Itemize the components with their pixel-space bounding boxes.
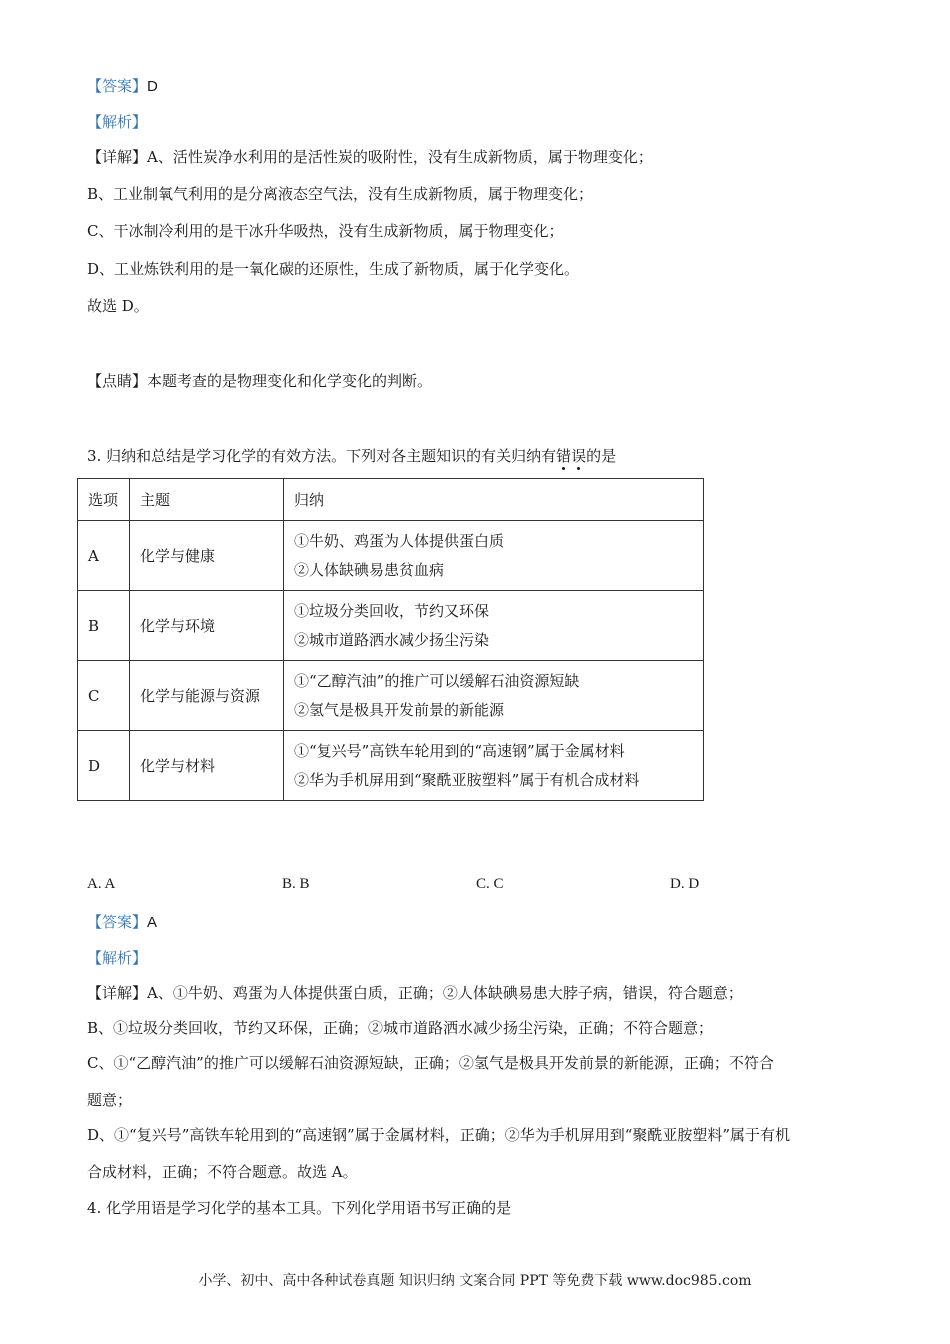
q3-stem — [87, 446, 616, 466]
row-topic: 化学与材料 — [130, 731, 284, 801]
q3-answer — [87, 912, 157, 933]
row-topic: 化学与环境 — [130, 591, 284, 661]
q3-detail-line-a — [87, 983, 743, 1003]
row-summary — [284, 591, 704, 661]
summary-line: ②人体缺碘易患贫血病 — [294, 560, 445, 579]
header-summary: 归纳 — [284, 479, 704, 521]
summary-line: ①垃圾分类回收，节约又环保 — [294, 601, 490, 620]
table-row — [78, 731, 704, 801]
q2-answer — [87, 76, 158, 97]
header-topic: 主题 — [130, 479, 284, 521]
q3-stem-suffix: 的是 — [586, 447, 617, 465]
q3-detail-line-d: D、①“复兴号”高铁车轮用到的“高速钢”属于金属材料，正确；②华为手机屏用到“聚酰亚胺塑料”属于有机 — [87, 1126, 791, 1144]
table-row — [78, 521, 704, 591]
q2-answer-value: D — [147, 78, 158, 95]
row-summary — [284, 521, 704, 591]
summary-line: ①牛奶、鸡蛋为人体提供蛋白质 — [294, 531, 505, 550]
row-option: C — [78, 661, 130, 731]
q2-comment-tag: 【点睛】 — [87, 372, 148, 390]
q2-detail-tag: 【详解】 — [87, 148, 148, 166]
q3-table — [77, 478, 704, 801]
summary-line: ②华为手机屏用到“聚酰亚胺塑料”属于有机合成材料 — [294, 770, 640, 789]
q2-conclusion: 故选 D。 — [87, 297, 149, 315]
table-header-row — [78, 479, 704, 521]
row-summary — [284, 661, 704, 731]
choice-d[interactable]: D. D — [670, 876, 700, 892]
row-option: A — [78, 521, 130, 591]
q2-detail-line-b: B、工业制氧气利用的是分离液态空气法，没有生成新物质，属于物理变化； — [87, 185, 594, 203]
q3-answer-value: A — [147, 914, 158, 931]
row-option: B — [78, 591, 130, 661]
row-topic: 化学与健康 — [130, 521, 284, 591]
q2-comment-text: 本题考查的是物理变化和化学变化的判断。 — [147, 372, 433, 390]
q2-detail-line-c: C、干冰制冷利用的是干冰升华吸热，没有生成新物质，属于物理变化； — [87, 222, 564, 240]
q3-detail-line-c-cont: 题意； — [87, 1091, 133, 1109]
q2-detail-line-d: D、工业炼铁利用的是一氧化碳的还原性，生成了新物质，属于化学变化。 — [87, 260, 580, 278]
q2-analysis-tag: 【解析】 — [87, 113, 148, 131]
q3-stem-emph-1: 错 — [556, 447, 572, 465]
q3-detail-tag: 【详解】 — [87, 984, 148, 1002]
q3-stem-emph-2: 误 — [571, 447, 587, 465]
q2-detail-text-a: A、活性炭净水利用的是活性炭的吸附性，没有生成新物质，属于物理变化； — [147, 148, 653, 166]
table-row — [78, 591, 704, 661]
q4-stem: 4. 化学用语是学习化学的基本工具。下列化学用语书写正确的是 — [87, 1199, 512, 1217]
summary-line: ①“复兴号”高铁车轮用到的“高速钢”属于金属材料 — [294, 741, 625, 760]
choice-b[interactable]: B. B — [282, 876, 310, 892]
q3-detail-line-d-cont: 合成材料，正确；不符合题意。故选 A。 — [87, 1163, 358, 1181]
summary-line: ②城市道路洒水减少扬尘污染 — [294, 630, 490, 649]
summary-line: ①“乙醇汽油”的推广可以缓解石油资源短缺 — [294, 671, 580, 690]
q2-comment — [87, 371, 432, 391]
table-row — [78, 661, 704, 731]
q3-stem-prefix: 3. 归纳和总结是学习化学的有效方法。下列对各主题知识的有关归纳有 — [87, 447, 557, 465]
choice-c[interactable]: C. C — [476, 876, 504, 892]
row-topic: 化学与能源与资源 — [130, 661, 284, 731]
q3-detail-text-a: A、①牛奶、鸡蛋为人体提供蛋白质，正确；②人体缺碘易患大脖子病，错误，符合题意； — [147, 984, 743, 1002]
summary-line: ②氢气是极具开发前景的新能源 — [294, 700, 505, 719]
row-summary — [284, 731, 704, 801]
q3-analysis-tag: 【解析】 — [87, 949, 148, 967]
q2-answer-tag: 【答案】 — [87, 77, 148, 95]
header-option: 选项 — [78, 479, 130, 521]
q3-answer-tag: 【答案】 — [87, 913, 148, 931]
q2-detail-line-a — [87, 147, 653, 167]
page-footer: 小学、初中、高中各种试卷真题 知识归纳 文案合同 PPT 等免费下载 www.doc985.com — [198, 1273, 752, 1289]
q3-detail-line-b: B、①垃圾分类回收，节约又环保，正确；②城市道路洒水减少扬尘污染，正确；不符合题意； — [87, 1019, 714, 1037]
row-option: D — [78, 731, 130, 801]
q3-detail-line-c: C、①“乙醇汽油”的推广可以缓解石油资源短缺，正确；②氢气是极具开发前景的新能源，正确；不符合 — [87, 1054, 774, 1072]
choice-a[interactable]: A. A — [87, 876, 116, 892]
